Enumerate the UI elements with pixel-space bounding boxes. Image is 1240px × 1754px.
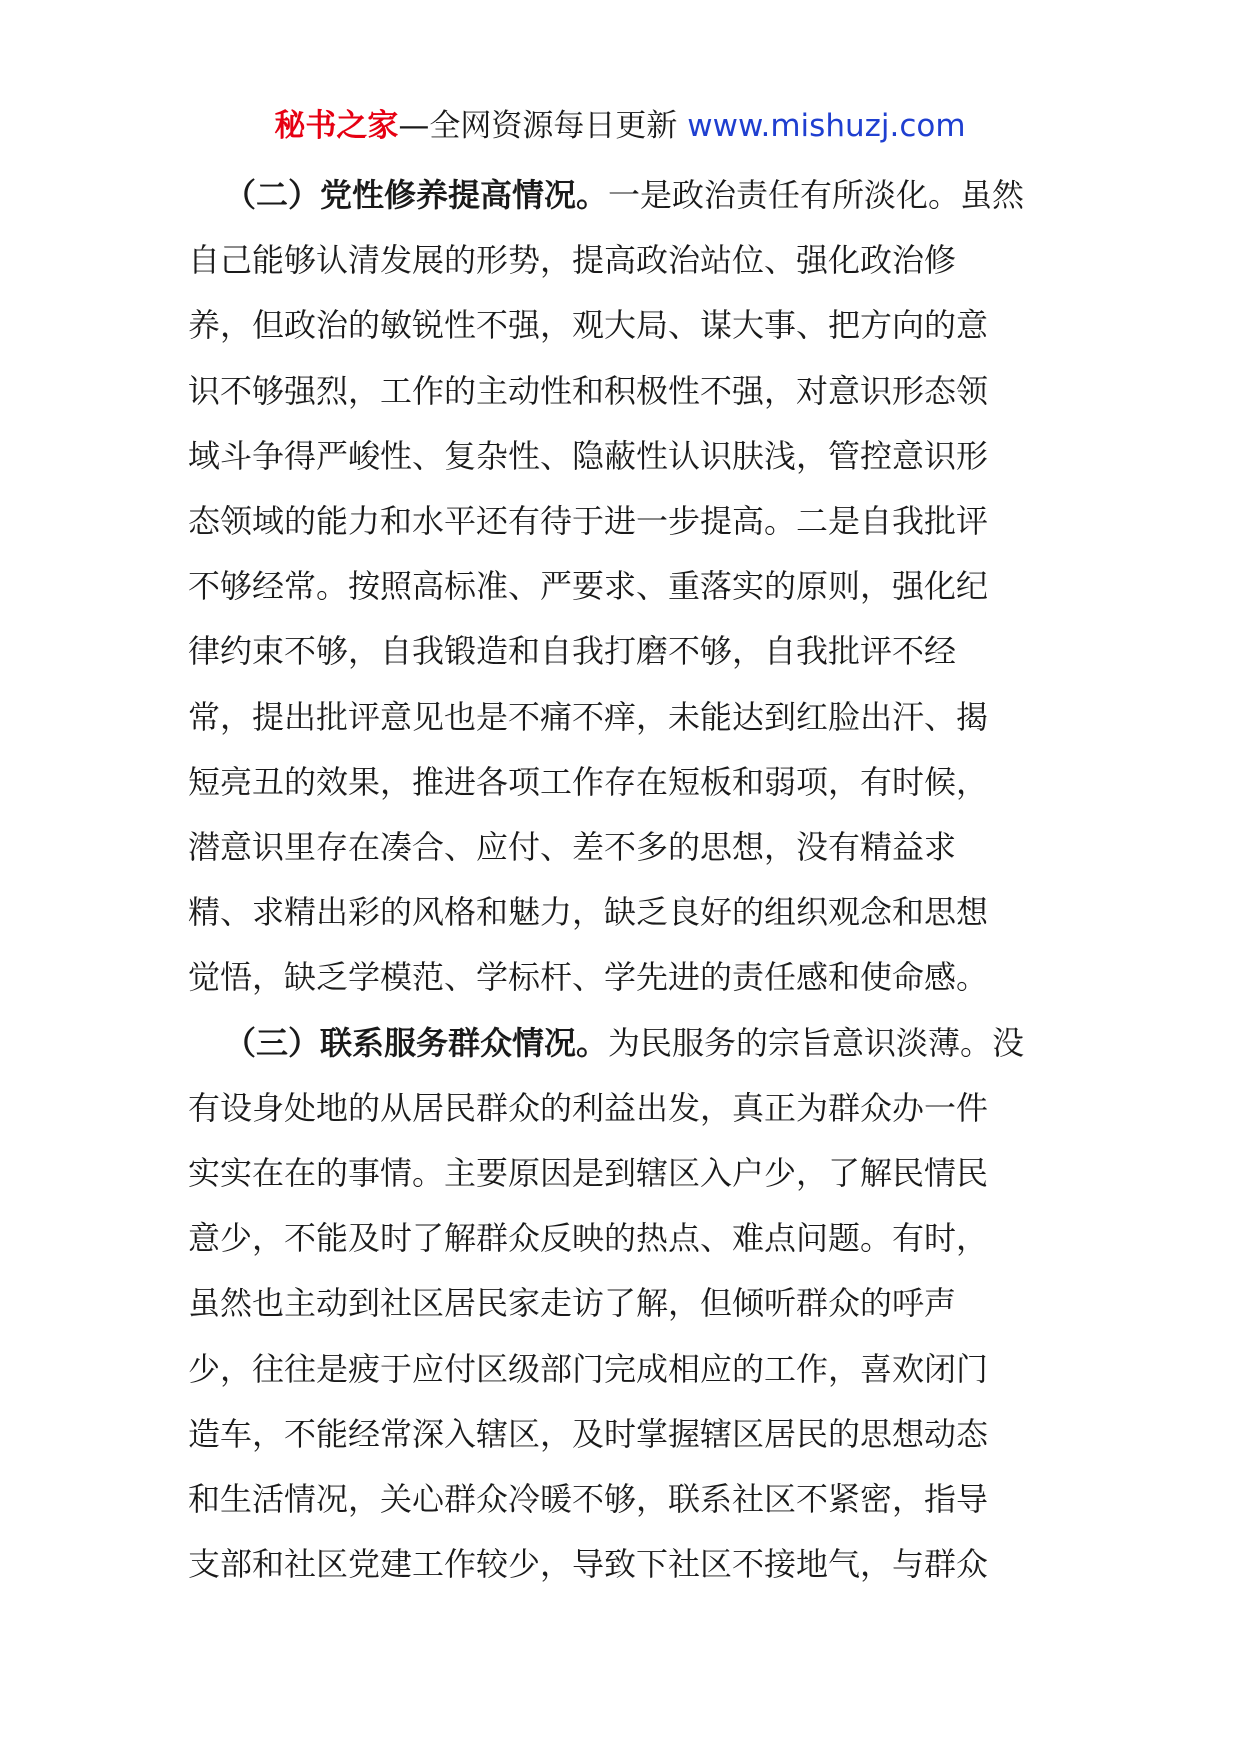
section-heading: （三）联系服务群众情况。 [224,1023,609,1062]
paragraph-line: 意少，不能及时了解群众反映的热点、难点问题。有时， [188,1219,989,1258]
paragraph-line: 律约束不够，自我锻造和自我打磨不够，自我批评不经 [188,632,957,671]
paragraph-line [188,163,1050,228]
paragraph-line: 少，往往是疲于应付区级部门完成相应的工作，喜欢闭门 [188,1349,989,1388]
paragraph-line: 造车，不能经常深入辖区，及时掌握辖区居民的思想动态 [188,1414,989,1453]
site-url-link[interactable]: www.mishuzj.com [687,108,966,144]
paragraph-line: 识不够强烈，工作的主动性和积极性不强，对意识形态领 [188,371,989,410]
paragraph-serving-masses [188,1011,1050,1598]
paragraph-line: 短亮丑的效果，推进各项工作存在短板和弱项，有时候， [188,762,989,801]
paragraph-party-spirit [188,163,1050,1011]
page-header [0,104,1240,148]
paragraph-line: 觉悟，缺乏学模范、学标杆、学先进的责任感和使命感。 [188,958,989,997]
document-body [188,163,1050,1597]
paragraph-line: 精、求精出彩的风格和魅力，缺乏良好的组织观念和思想 [188,893,989,932]
section-heading: （二）党性修养提高情况。 [224,176,609,214]
paragraph-line: 和生活情况，关心群众冷暖不够，联系社区不紧密，指导 [188,1480,989,1519]
paragraph-line: 不够经常。按照高标准、严要求、重落实的原则，强化纪 [188,567,989,606]
paragraph-line [188,1011,1050,1076]
line-text: 为民服务的宗旨意识淡薄。没 [608,1023,1025,1062]
paragraph-line: 自己能够认清发展的形势，提高政治站位、强化政治修 [188,241,957,280]
paragraph-line: 实实在在的事情。主要原因是到辖区入户少，了解民情民 [188,1154,989,1193]
paragraph-line: 域斗争得严峻性、复杂性、隐蔽性认识肤浅，管控意识形 [188,436,989,475]
brand-name: 秘书之家 [274,108,399,144]
paragraph-line: 支部和社区党建工作较少，导致下社区不接地气，与群众 [188,1545,989,1584]
paragraph-line: 常，提出批评意见也是不痛不痒，未能达到红脸出汗、揭 [188,697,989,736]
paragraph-line: 态领域的能力和水平还有待于进一步提高。二是自我批评 [188,502,989,541]
header-tagline: —全网资源每日更新 [398,108,678,144]
paragraph-line: 养，但政治的敏锐性不强，观大局、谋大事、把方向的意 [188,306,989,345]
paragraph-line: 有设身处地的从居民群众的利益出发，真正为群众办一件 [188,1088,989,1127]
paragraph-line: 虽然也主动到社区居民家走访了解，但倾听群众的呼声 [188,1284,957,1323]
line-text: 一是政治责任有所淡化。虽然 [608,176,1025,214]
paragraph-line: 潜意识里存在凑合、应付、差不多的思想，没有精益求 [188,828,957,867]
